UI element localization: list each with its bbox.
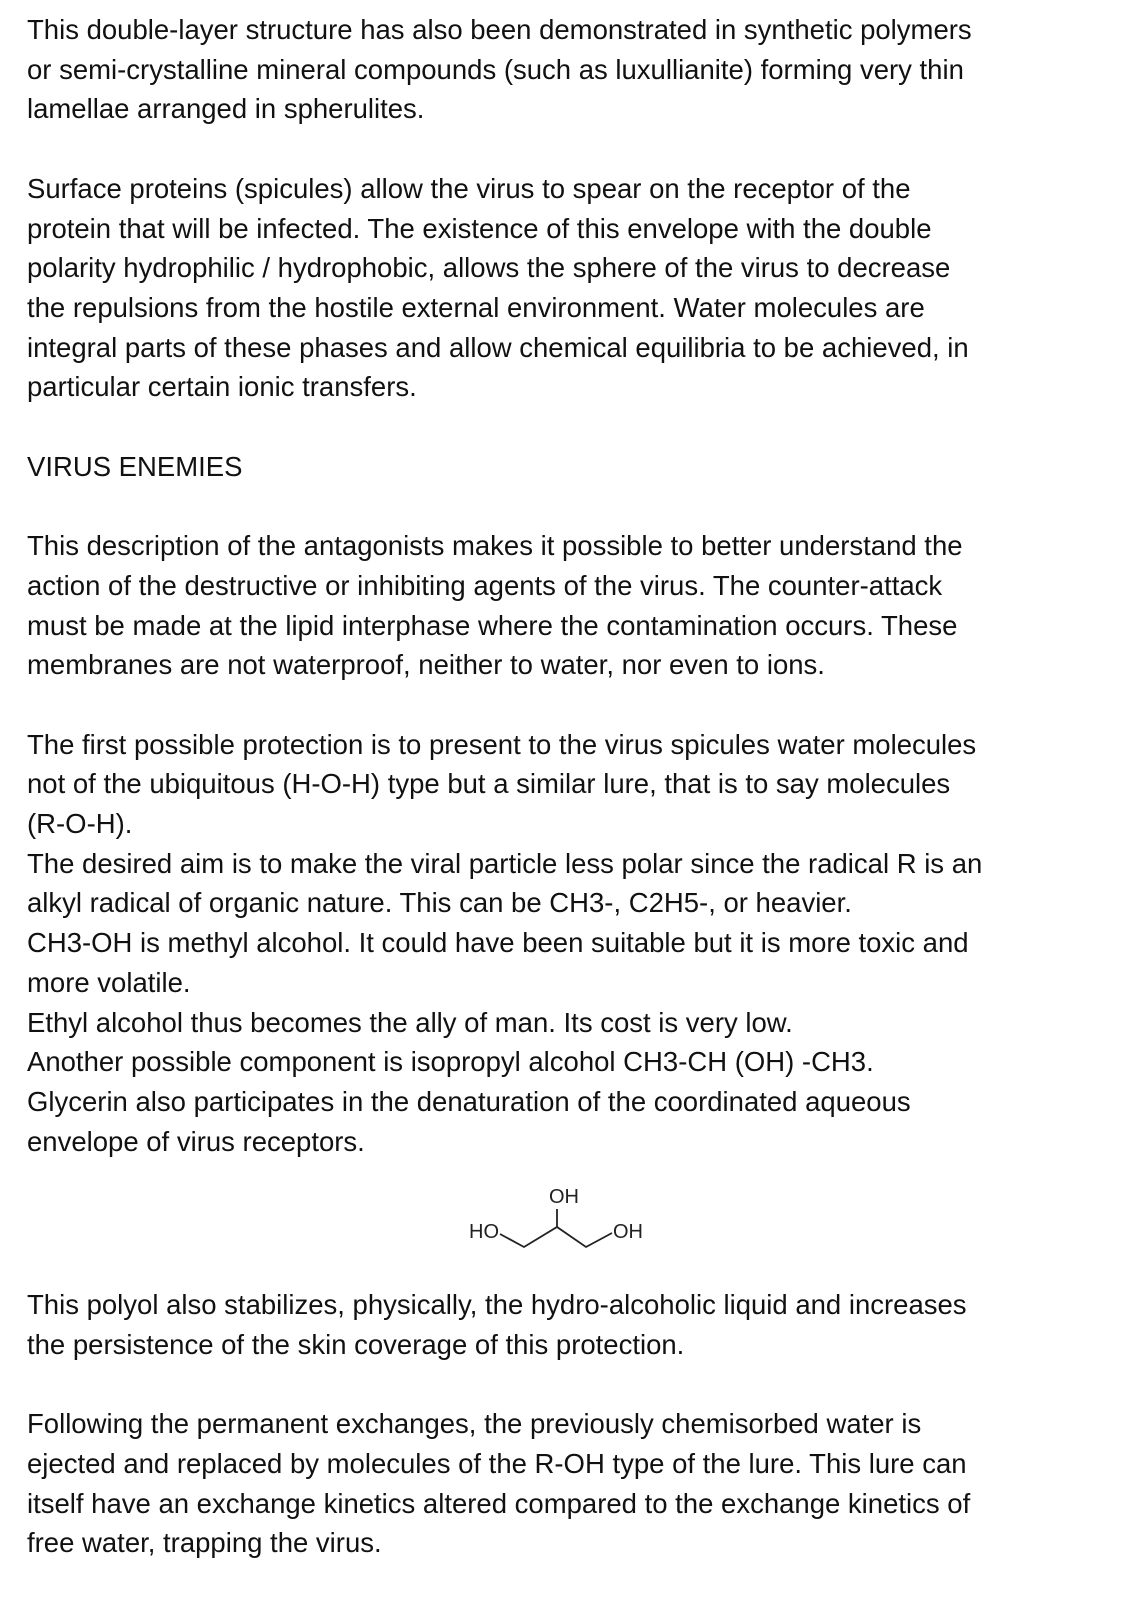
text-line: CH3-OH is methyl alcohol. It could have been suitable but it is more toxic and <box>27 927 969 959</box>
text-line: Ethyl alcohol thus becomes the ally of man. Its cost is very low. <box>27 1006 793 1038</box>
document-body <box>27 10 1117 1161</box>
text-line: action of the destructive or inhibiting agents of the virus. The counter-attack <box>27 569 943 601</box>
text-line: integral parts of these phases and allow chemical equilibria to be achieved, in <box>27 331 969 363</box>
text-line: protein that will be infected. The existence of this envelope with the double <box>27 212 932 244</box>
text-line: lamellae arranged in spherulites. <box>27 93 425 125</box>
section-heading: VIRUS ENEMIES <box>27 450 243 482</box>
text-line: free water, trapping the virus. <box>27 1527 382 1559</box>
text-line: Glycerin also participates in the denaturation of the coordinated aqueous <box>27 1085 911 1117</box>
hydroxyl-label-left: HO <box>469 1221 499 1243</box>
text-line: (R-O-H). <box>27 808 133 839</box>
paragraph-polyol <box>27 1285 1117 1364</box>
paragraph-double-layer <box>27 10 1117 129</box>
text-line: polarity hydrophilic / hydrophobic, allows the sphere of the virus to decrease <box>27 252 951 284</box>
hydroxyl-label-top: OH <box>549 1186 579 1208</box>
paragraph-exchanges <box>27 1404 1117 1563</box>
text-line: the persistence of the skin coverage of this protection. <box>27 1328 685 1360</box>
text-line: particular certain ionic transfers. <box>27 371 417 403</box>
glycerol-structure-diagram <box>0 1180 1090 1260</box>
text-line: This double-layer structure has also been demonstrated in synthetic polymers <box>27 14 972 45</box>
paragraph-protection <box>27 725 1117 1162</box>
text-line: The desired aim is to make the viral particle less polar since the radical R is an <box>27 847 983 879</box>
glycerol-structure-figure <box>0 1180 1090 1260</box>
text-line: Another possible component is isopropyl alcohol CH3-CH (OH) -CH3. <box>27 1046 874 1078</box>
text-line: Following the permanent exchanges, the previously chemisorbed water is <box>27 1408 922 1440</box>
text-line: alkyl radical of organic nature. This can be CH3-, C2H5-, or heavier. <box>27 887 852 919</box>
text-line: This description of the antagonists makes it possible to better understand the <box>27 530 963 562</box>
hydroxyl-label-right: OH <box>613 1221 643 1243</box>
text-line: The first possible protection is to present to the virus spicules water molecules <box>27 728 977 760</box>
text-line: more volatile. <box>27 966 191 998</box>
text-line: Surface proteins (spicules) allow the virus to spear on the receptor of the <box>27 172 911 204</box>
text-line: not of the ubiquitous (H-O-H) type but a similar lure, that is to say molecules <box>27 768 951 800</box>
paragraph-antagonists <box>27 526 1117 685</box>
paragraph-surface-proteins <box>27 169 1117 407</box>
text-line: must be made at the lipid interphase where the contamination occurs. These <box>27 609 958 641</box>
text-line: This polyol also stabilizes, physically, the hydro-alcoholic liquid and increases <box>27 1289 967 1320</box>
text-line: itself have an exchange kinetics altered compared to the exchange kinetics of <box>27 1487 971 1519</box>
text-line: the repulsions from the hostile external environment. Water molecules are <box>27 291 925 323</box>
text-line: or semi-crystalline mineral compounds (such as luxullianite) forming very thin <box>27 53 964 85</box>
text-line: ejected and replaced by molecules of the R-OH type of the lure. This lure can <box>27 1447 967 1479</box>
carbon-chain-bonds <box>500 1227 612 1247</box>
document-body-continued <box>27 1285 1117 1563</box>
text-line: membranes are not waterproof, neither to water, nor even to ions. <box>27 649 825 681</box>
text-line: envelope of virus receptors. <box>27 1125 365 1157</box>
